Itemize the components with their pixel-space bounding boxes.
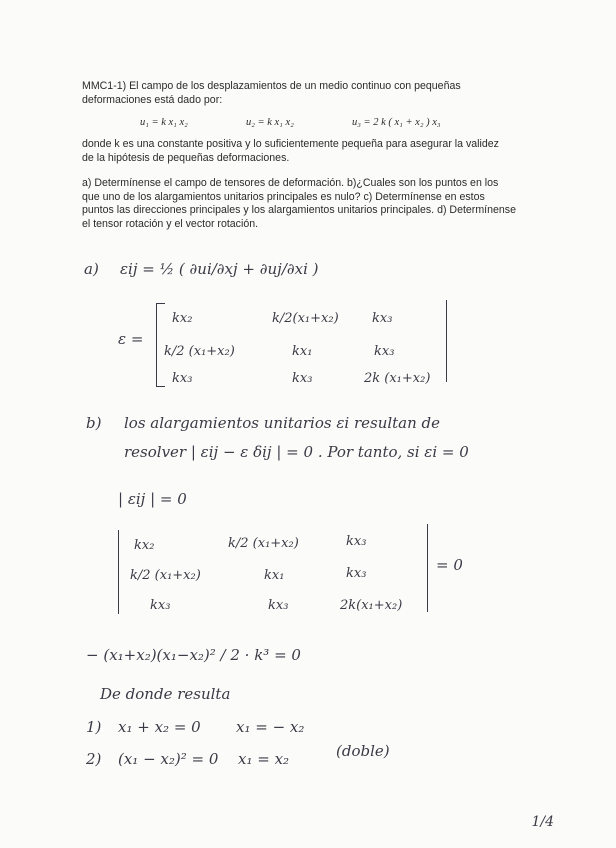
case2-equation: (x₁ − x₂)² = 0: [118, 750, 219, 768]
conclusion-text: De donde resulta: [100, 685, 231, 703]
problem-questions: [82, 177, 518, 231]
part-b-label: b): [86, 414, 102, 432]
m1-cell-11: kx₂: [172, 311, 193, 326]
m2-cell-33: 2k(x₁+x₂): [340, 598, 403, 613]
case1-label: 1): [86, 718, 102, 736]
m2-cell-22: kx₁: [264, 568, 285, 583]
case2-label: 2): [86, 750, 102, 768]
matrix2-right-bar: [427, 524, 428, 612]
problem-condition: [82, 138, 512, 165]
case1-result: x₁ = − x₂: [236, 718, 305, 736]
m1-cell-31: kx₃: [172, 371, 193, 386]
m1-cell-32: kx₃: [292, 371, 313, 386]
m2-cell-12: k/2 (x₁+x₂): [228, 536, 299, 551]
m2-cell-31: kx₃: [150, 598, 171, 613]
page-number: 1/4: [531, 814, 554, 830]
strain-definition: εij = ½ ( ∂ui/∂xj + ∂uj/∂xi ): [120, 260, 319, 278]
problem-statement: [82, 80, 522, 107]
m1-cell-12: k/2(x₁+x₂): [272, 311, 339, 326]
m2-cell-13: kx₃: [346, 534, 367, 549]
case2-result: x₁ = x₂: [238, 750, 290, 768]
determinant-equation: | εij | = 0: [118, 490, 187, 508]
case2-note: (doble): [336, 742, 390, 760]
m2-cell-21: k/2 (x₁+x₂): [130, 568, 201, 583]
case1-equation: x₁ + x₂ = 0: [118, 718, 201, 736]
questions-text: a) Determínense el campo de tensores de deformación. b)¿Cuales son los puntos en los que uno de los alargamientos unitarios principales es nulo? c) Determínense en estos puntos las direcciones principales y los alargamientos unitarios principales. d) Determínense el tensor rotación y el vector rotación.: [82, 177, 516, 230]
m2-cell-23: kx₃: [346, 566, 367, 581]
m2-cell-32: kx₃: [268, 598, 289, 613]
formula-u3: u₃ = 2 k ( x₁ + x₂ ) x₃: [352, 117, 441, 128]
part-b-line1: los alargamientos unitarios εi resultan de: [124, 414, 441, 432]
determinant-rhs: = 0: [436, 556, 463, 574]
m1-cell-22: kx₁: [292, 344, 313, 359]
part-a-label: a): [84, 260, 99, 278]
part-b-line2: resolver | εij − ε δij | = 0 . Por tanto, si εi = 0: [124, 443, 469, 461]
m1-cell-21: k/2 (x₁+x₂): [164, 344, 235, 359]
problem-intro: MMC1-1) El campo de los desplazamientos de un medio continuo con pequeñas deformaciones está dado por:: [82, 80, 461, 106]
m1-cell-23: kx₃: [374, 344, 395, 359]
formula-u1: u₁ = k x₁ x₂: [140, 117, 188, 128]
matrix1-right-bracket: [438, 300, 447, 382]
m2-cell-11: kx₂: [134, 538, 155, 553]
tensor-symbol: ε =: [118, 330, 144, 348]
formula-u2: u₂ = k x₁ x₂: [246, 117, 294, 128]
m1-cell-13: kx₃: [372, 311, 393, 326]
matrix2-left-bar: [118, 530, 119, 614]
condition-text: donde k es una constante positiva y lo suficientemente pequeña para asegurar la validez de la hipótesis de pequeñas deformaciones.: [82, 138, 499, 164]
m1-cell-33: 2k (x₁+x₂): [364, 371, 431, 386]
polynomial-equation: − (x₁+x₂)(x₁−x₂)² / 2 · k³ = 0: [86, 646, 301, 664]
